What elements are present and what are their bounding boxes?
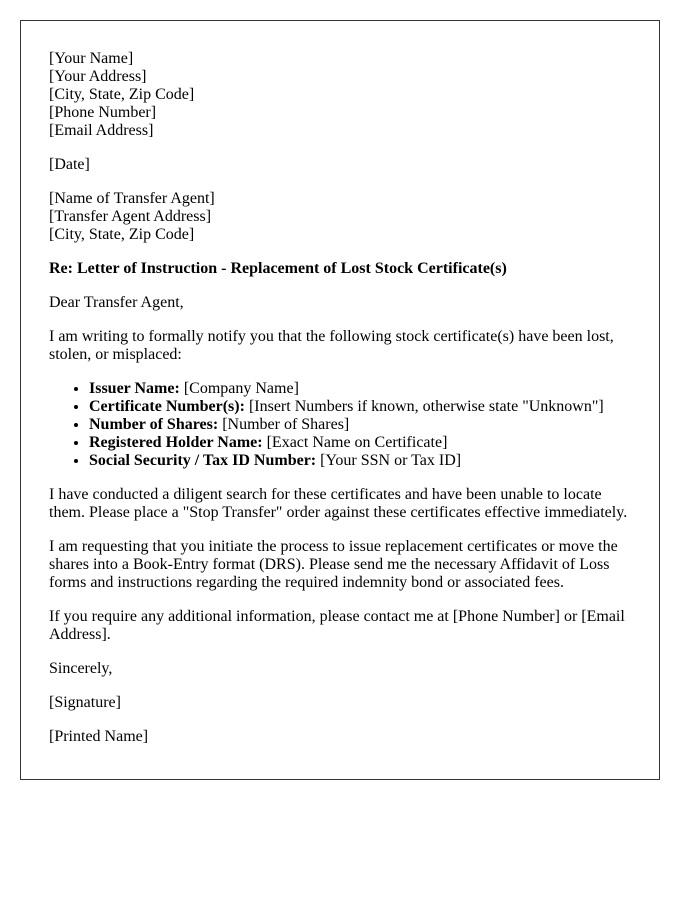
sender-address: [Your Address] — [49, 68, 147, 85]
detail-tax-id — [89, 452, 631, 470]
contact-paragraph: If you require any additional information, please contact me at [Phone Number] or [Email Address]. — [49, 608, 625, 643]
search-paragraph: I have conducted a diligent search for these certificates and have been unable to locate them. Please place a "Stop Transfer" order against these certificates effective immediately. — [49, 486, 628, 521]
request-paragraph: I am requesting that you initiate the process to issue replacement certificates or move the shares into a Book-Entry format (DRS). Please send me the necessary Affidavit of Loss forms and instructions regarding the required indemnity bond or associated fees. — [49, 538, 618, 591]
detail-value: [Company Name] — [179, 380, 299, 397]
detail-value: [Your SSN or Tax ID] — [316, 452, 462, 469]
recipient-address: [Transfer Agent Address] — [49, 208, 212, 225]
detail-label: Social Security / Tax ID Number: — [89, 452, 317, 469]
sender-city-state-zip: [City, State, Zip Code] — [49, 86, 195, 103]
printed-name: [Printed Name] — [49, 728, 149, 745]
detail-issuer-name — [89, 380, 631, 398]
detail-label: Number of Shares: — [89, 416, 219, 433]
detail-label: Certificate Number(s): — [89, 398, 245, 415]
detail-number-of-shares — [89, 416, 631, 434]
closing: Sincerely, — [49, 660, 113, 677]
signature-placeholder: [Signature] — [49, 694, 121, 711]
recipient-block — [49, 190, 631, 244]
recipient-name: [Name of Transfer Agent] — [49, 190, 215, 207]
detail-value: [Number of Shares] — [218, 416, 350, 433]
sender-block — [49, 50, 631, 140]
date-block — [49, 156, 631, 174]
letter-date: [Date] — [49, 156, 90, 173]
detail-label: Issuer Name: — [89, 380, 180, 397]
intro-paragraph: I am writing to formally notify you that the following stock certificate(s) have been lost, stolen, or misplaced: — [49, 328, 614, 363]
detail-value: [Exact Name on Certificate] — [262, 434, 448, 451]
recipient-city-state-zip: [City, State, Zip Code] — [49, 226, 195, 243]
sender-name: [Your Name] — [49, 50, 134, 67]
sender-phone: [Phone Number] — [49, 104, 157, 121]
letter-document — [20, 20, 660, 780]
certificate-details-list — [49, 380, 631, 470]
detail-value: [Insert Numbers if known, otherwise state "Unknown"] — [244, 398, 604, 415]
detail-label: Registered Holder Name: — [89, 434, 263, 451]
subject-line: Re: Letter of Instruction - Replacement of Lost Stock Certificate(s) — [49, 260, 507, 277]
sender-email: [Email Address] — [49, 122, 154, 139]
detail-registered-holder — [89, 434, 631, 452]
salutation: Dear Transfer Agent, — [49, 294, 184, 311]
detail-certificate-numbers — [89, 398, 631, 416]
